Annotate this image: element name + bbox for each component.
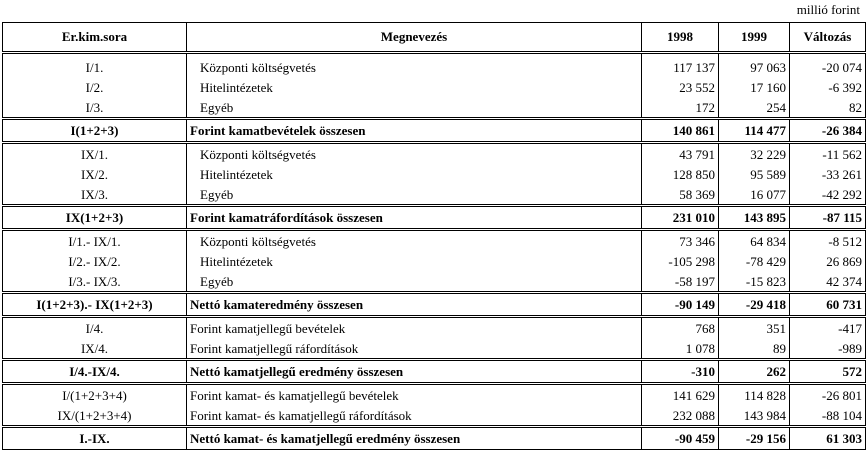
- row-code: I/3.: [3, 97, 187, 119]
- row-change: -33 261: [790, 164, 866, 184]
- row-code: IX(1+2+3): [3, 206, 187, 230]
- row-name: Hitelintézetek: [187, 164, 642, 184]
- row-value-1998: 43 791: [642, 143, 719, 165]
- header-name: Megnevezés: [187, 23, 642, 53]
- row-value-1998: -90 149: [642, 293, 719, 317]
- header-1998: 1998: [642, 23, 719, 53]
- table-row: [3, 119, 866, 143]
- row-code: I/1.- IX/1.: [3, 230, 187, 252]
- row-name: Egyéb: [187, 271, 642, 293]
- row-change: -6 392: [790, 77, 866, 97]
- row-value-1999: 97 063: [719, 53, 790, 78]
- row-code: IX/(1+2+3+4): [3, 405, 187, 427]
- row-name: Egyéb: [187, 97, 642, 119]
- row-value-1999: 89: [719, 338, 790, 360]
- unit-label: millió forint: [796, 2, 860, 17]
- row-value-1999: -29 418: [719, 293, 790, 317]
- header-row: [3, 23, 866, 53]
- row-value-1999: 143 895: [719, 206, 790, 230]
- row-code: IX/1.: [3, 143, 187, 165]
- row-value-1998: 768: [642, 317, 719, 339]
- row-name: Hitelintézetek: [187, 77, 642, 97]
- row-code: I/3.- IX/3.: [3, 271, 187, 293]
- row-value-1998: 23 552: [642, 77, 719, 97]
- row-code: I/4.: [3, 317, 187, 339]
- interest-income-table: [2, 22, 866, 450]
- row-name: Nettó kamat- és kamatjellegű eredmény összesen: [187, 427, 642, 450]
- row-change: 42 374: [790, 271, 866, 293]
- row-code: I/2.: [3, 77, 187, 97]
- row-value-1998: -105 298: [642, 251, 719, 271]
- row-value-1999: 17 160: [719, 77, 790, 97]
- row-change: 61 303: [790, 427, 866, 450]
- table-row: [3, 206, 866, 230]
- row-change: -87 115: [790, 206, 866, 230]
- header-code: Er.kim.sora: [3, 23, 187, 53]
- row-value-1999: 262: [719, 360, 790, 384]
- row-code: IX/4.: [3, 338, 187, 360]
- table-row: [3, 338, 866, 360]
- table-row: [3, 405, 866, 427]
- row-change: 60 731: [790, 293, 866, 317]
- row-value-1999: 351: [719, 317, 790, 339]
- row-change: 26 869: [790, 251, 866, 271]
- row-name: Hitelintézetek: [187, 251, 642, 271]
- row-code: I.-IX.: [3, 427, 187, 450]
- row-change: -26 801: [790, 384, 866, 406]
- table-row: [3, 230, 866, 252]
- table-row: [3, 317, 866, 339]
- table-body: [3, 53, 866, 450]
- table-row: [3, 77, 866, 97]
- table-row: [3, 184, 866, 206]
- row-value-1999: 114 477: [719, 119, 790, 143]
- table-row: [3, 251, 866, 271]
- row-code: IX/3.: [3, 184, 187, 206]
- row-value-1999: 64 834: [719, 230, 790, 252]
- row-code: I/4.-IX/4.: [3, 360, 187, 384]
- table-row: [3, 271, 866, 293]
- table-row: [3, 360, 866, 384]
- table-row: [3, 143, 866, 165]
- row-name: Forint kamatráfordítások összesen: [187, 206, 642, 230]
- row-value-1998: -58 197: [642, 271, 719, 293]
- row-name: Egyéb: [187, 184, 642, 206]
- row-name: Forint kamatjellegű ráfordítások: [187, 338, 642, 360]
- row-value-1998: 231 010: [642, 206, 719, 230]
- row-value-1998: 172: [642, 97, 719, 119]
- row-value-1999: 95 589: [719, 164, 790, 184]
- row-value-1998: 140 861: [642, 119, 719, 143]
- row-value-1999: 16 077: [719, 184, 790, 206]
- table-row: [3, 97, 866, 119]
- table-row: [3, 427, 866, 450]
- row-value-1999: 114 828: [719, 384, 790, 406]
- row-value-1999: -29 156: [719, 427, 790, 450]
- table-row: [3, 164, 866, 184]
- row-value-1999: 254: [719, 97, 790, 119]
- row-value-1998: 58 369: [642, 184, 719, 206]
- row-value-1998: 128 850: [642, 164, 719, 184]
- row-value-1998: 73 346: [642, 230, 719, 252]
- row-name: Nettó kamateredmény összesen: [187, 293, 642, 317]
- row-name: Központi költségvetés: [187, 53, 642, 78]
- row-code: I(1+2+3).- IX(1+2+3): [3, 293, 187, 317]
- row-value-1998: 117 137: [642, 53, 719, 78]
- row-name: Forint kamat- és kamatjellegű bevételek: [187, 384, 642, 406]
- row-change: -989: [790, 338, 866, 360]
- table-row: [3, 384, 866, 406]
- header-change: Változás: [790, 23, 866, 53]
- row-code: I/(1+2+3+4): [3, 384, 187, 406]
- row-value-1999: -78 429: [719, 251, 790, 271]
- row-value-1999: 143 984: [719, 405, 790, 427]
- row-name: Forint kamatjellegű bevételek: [187, 317, 642, 339]
- table-row: [3, 293, 866, 317]
- table-row: [3, 53, 866, 78]
- row-change: -8 512: [790, 230, 866, 252]
- row-value-1998: 1 078: [642, 338, 719, 360]
- row-change: -11 562: [790, 143, 866, 165]
- row-change: -42 292: [790, 184, 866, 206]
- row-change: -20 074: [790, 53, 866, 78]
- row-value-1999: 32 229: [719, 143, 790, 165]
- header-1999: 1999: [719, 23, 790, 53]
- row-name: Központi költségvetés: [187, 230, 642, 252]
- row-code: I(1+2+3): [3, 119, 187, 143]
- row-name: Forint kamat- és kamatjellegű ráfordítások: [187, 405, 642, 427]
- row-code: I/1.: [3, 53, 187, 78]
- row-name: Központi költségvetés: [187, 143, 642, 165]
- row-name: Forint kamatbevételek összesen: [187, 119, 642, 143]
- row-value-1999: -15 823: [719, 271, 790, 293]
- row-value-1998: -310: [642, 360, 719, 384]
- row-code: I/2.- IX/2.: [3, 251, 187, 271]
- row-value-1998: 232 088: [642, 405, 719, 427]
- row-change: -26 384: [790, 119, 866, 143]
- row-name: Nettó kamatjellegű eredmény összesen: [187, 360, 642, 384]
- row-change: 572: [790, 360, 866, 384]
- row-value-1998: -90 459: [642, 427, 719, 450]
- row-code: IX/2.: [3, 164, 187, 184]
- row-change: -417: [790, 317, 866, 339]
- row-change: 82: [790, 97, 866, 119]
- row-change: -88 104: [790, 405, 866, 427]
- row-value-1998: 141 629: [642, 384, 719, 406]
